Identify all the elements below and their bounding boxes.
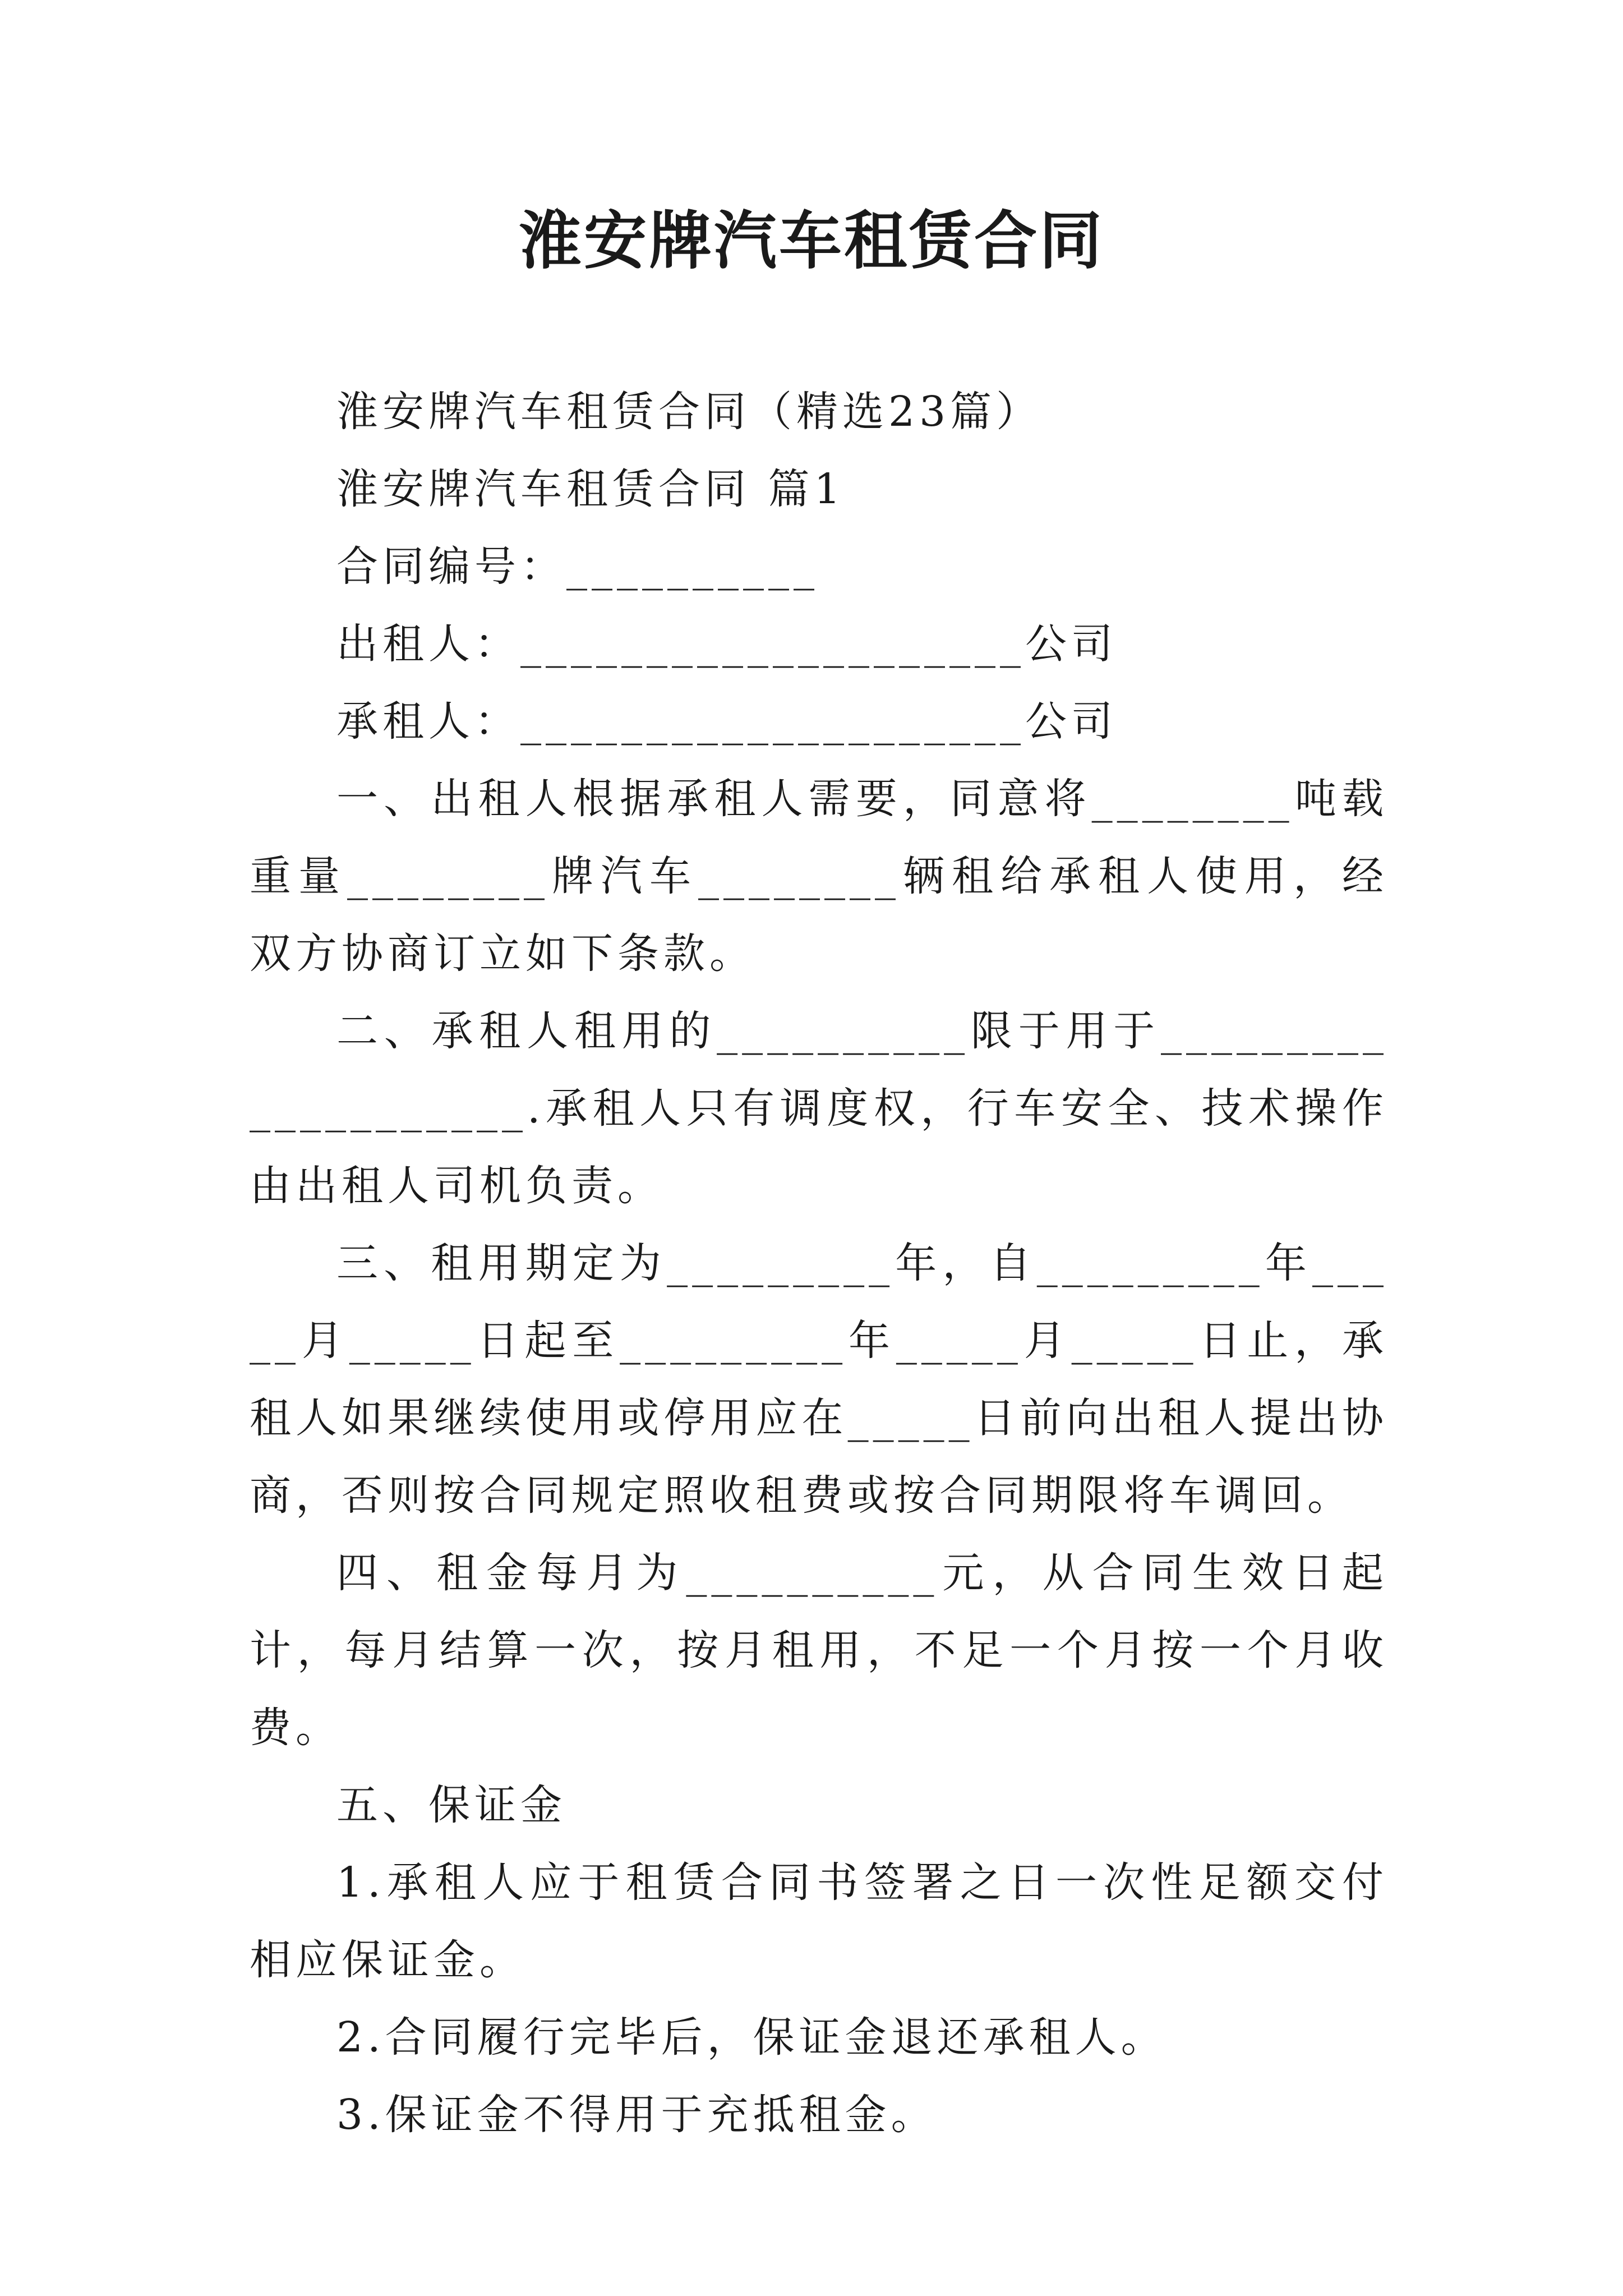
- clause-4: 四、租金每月为__________元，从合同生效日起计，每月结算一次，按月租用，不足一个月按一个月收费。: [250, 1549, 1388, 1752]
- clause-3: 三、租用期定为_________年，自_________年_____月_____日起至_________年_____月_____日止，承租人如果继续使用或停用应在_____日前向出租人提出协商，否则按合同规定照收租费或按合同期限将车调回。: [250, 1239, 1388, 1520]
- lessor-line: 出租人：____________________公司: [336, 620, 1117, 668]
- deposit-item-2: 2.合同履行完毕后，保证金退还承租人。: [336, 2013, 1167, 2062]
- subtitle-line: 淮安牌汽车租赁合同（精选23篇）: [336, 388, 1043, 436]
- deposit-item-1: 1.承租人应于租赁合同书签署之日一次性足额交付相应保证金。: [250, 1858, 1388, 1984]
- clause-5-heading: 五、保证金: [336, 1781, 566, 1829]
- lessee-line: 承租人：____________________公司: [336, 697, 1117, 746]
- clause-2: 二、承租人租用的__________限于用于____________________.承租人只有调度权，行车安全、技术操作由出租人司机负责。: [250, 1007, 1388, 1210]
- contract-number-line: 合同编号：__________: [336, 542, 819, 591]
- deposit-item-3: 3.保证金不得用于充抵租金。: [336, 2091, 937, 2139]
- document-title: 淮安牌汽车租赁合同: [519, 204, 1104, 278]
- document-body: [250, 373, 1388, 2154]
- section-heading: 淮安牌汽车租赁合同 篇1: [336, 465, 845, 513]
- clause-1: 一、出租人根据承租人需要，同意将________吨载重量________牌汽车________辆租给承租人使用，经双方协商订立如下条款。: [250, 775, 1388, 978]
